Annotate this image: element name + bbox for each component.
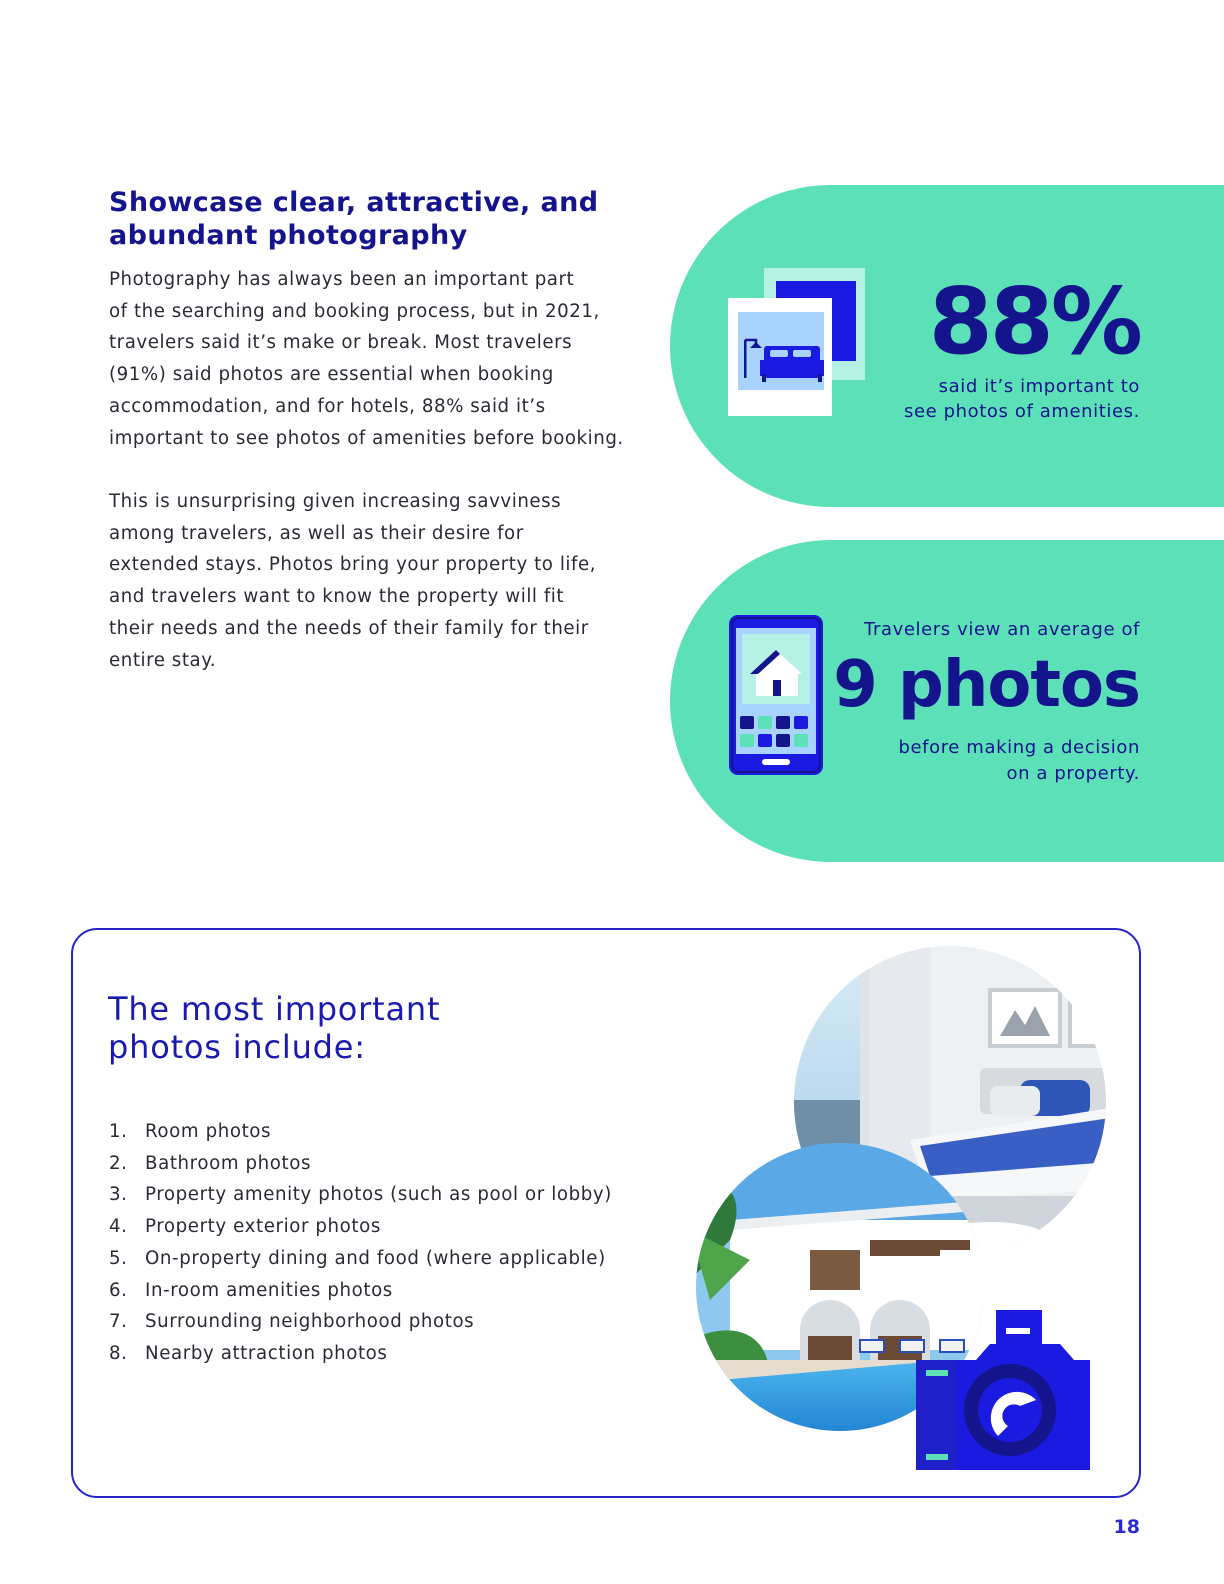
stat-value-9-photos: 9 photos xyxy=(833,648,1140,722)
stat-value-88: 88% xyxy=(928,268,1140,375)
list-item: 1. Room photos xyxy=(109,1121,272,1142)
stat-intro-photos: Travelers view an average of xyxy=(864,619,1140,640)
important-photos-title: The most important photos include: xyxy=(108,990,441,1066)
section-heading: Showcase clear, attractive, and abundant photography xyxy=(109,187,599,251)
list-item: 8. Nearby attraction photos xyxy=(109,1342,388,1364)
important-photos-list xyxy=(109,1116,612,1370)
intro-paragraph: Photography has always been an important part of the searching and booking process, but in 2021, travelers said it’s make or break. Most travelers (91%) said photos are essential when booking accommodation, and for hotels, 88% said it’s important to see photos of amenities before booking. xyxy=(109,269,624,449)
photo-collage xyxy=(690,940,1110,1480)
list-item: 3. Property amenity photos (such as pool or lobby) xyxy=(109,1184,612,1206)
list-item: 5. On-property dining and food (where applicable) xyxy=(109,1247,606,1269)
bed-photo-icon xyxy=(726,268,868,418)
page-number: 18 xyxy=(1113,1516,1140,1538)
list-item: 2. Bathroom photos xyxy=(109,1152,312,1174)
stat-caption-photos: before making a decision on a property. xyxy=(898,737,1140,784)
phone-gallery-icon xyxy=(728,614,824,776)
list-item: 7. Surrounding neighborhood photos xyxy=(109,1311,475,1333)
list-item: 4. Property exterior photos xyxy=(109,1216,381,1238)
list-item: 6. In-room amenities photos xyxy=(109,1279,393,1301)
context-paragraph: This is unsurprising given increasing savviness among travelers, as well as their desire for extended stays. Photos bring your property to life, and travelers want to know the property will fit their needs and the needs of their family for their entire stay. xyxy=(109,491,597,671)
stat-caption-amenities: said it’s important to see photos of amenities. xyxy=(903,376,1140,422)
